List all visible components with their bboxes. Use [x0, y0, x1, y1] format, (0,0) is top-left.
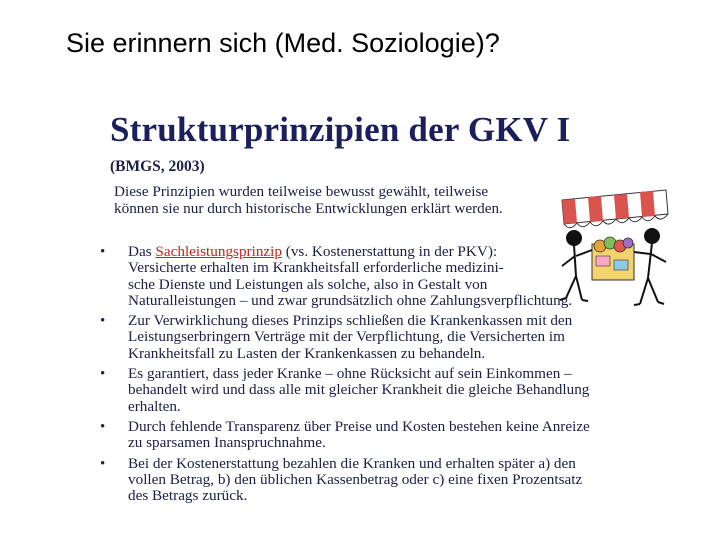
bullet-dot-icon: •	[100, 455, 106, 472]
bullet-line: Leistungserbringern Verträge mit der Verpflichtung, die Versicherten im	[128, 328, 565, 346]
bullet-line: Es garantiert, dass jeder Kranke – ohne Rücksicht auf sein Einkommen –	[128, 365, 572, 383]
bullet-line: Zur Verwirklichung dieses Prinzips schließen die Krankenkassen mit den	[128, 312, 573, 330]
intro-line: können sie nur durch historische Entwicklungen erklärt werden.	[114, 200, 503, 217]
document-heading: Strukturprinzipien der GKV I	[110, 110, 571, 149]
vendor-figure-icon	[634, 229, 666, 305]
bullet-item	[100, 454, 684, 505]
bullet-line: erhalten.	[128, 397, 181, 415]
awning-icon	[562, 190, 668, 228]
highlighted-term: Sachleistungsprinzip	[155, 243, 282, 260]
bullet-line: zu sparsamen Inanspruchnahme.	[128, 434, 326, 452]
bullet-text: Das	[128, 243, 156, 260]
bullet-line: Bei der Kostenerstattung bezahlen die Kranken und erhalten später a) den	[128, 454, 576, 472]
bullet-text: (vs. Kostenerstattung in der PKV):	[281, 243, 498, 260]
bullet-item	[100, 312, 684, 362]
bullet-line: Durch fehlende Transparenz über Preise und Kosten bestehen keine Anreize	[128, 417, 590, 435]
intro-paragraph	[114, 183, 584, 217]
bullet-line: vollen Betrag, b) den üblichen Kassenbetrag oder c) eine fixen Prozentsatz	[128, 470, 583, 488]
bullet-item	[100, 417, 684, 452]
bullet-line: Versicherte erhalten im Krankheitsfall erforderliche medizini-	[128, 259, 504, 277]
bullet-line: des Betrags zurück.	[128, 487, 248, 505]
bullet-dot-icon: •	[100, 366, 106, 383]
bullet-dot-icon: •	[100, 313, 106, 330]
bullet-dot-icon: •	[100, 244, 106, 260]
document-source: (BMGS, 2003)	[110, 158, 205, 175]
slide-title: Sie erinnern sich (Med. Soziologie)?	[66, 28, 500, 58]
intro-line: Diese Prinzipien wurden teilweise bewusst gewählt, teilweise	[114, 183, 489, 200]
bullet-dot-icon: •	[100, 418, 106, 435]
scanned-document	[100, 108, 670, 513]
market-stall-clipart-icon	[556, 186, 672, 316]
bullet-line: Naturalleistungen – und zwar grundsätzlich ohne Zahlungsverpflichtung.	[128, 291, 573, 309]
bullet-line: Krankheitsfall zu Lasten der Krankenkassen zu behandeln.	[128, 344, 486, 362]
customer-figure-icon	[560, 231, 592, 301]
bullet-line: sche Dienste und Leistungen als solche, also in Gestalt von	[128, 275, 488, 293]
bullet-item	[100, 365, 684, 415]
produce-crate-icon	[592, 237, 634, 280]
bullet-line: behandelt wird und dass alle mit gleicher Krankheit die gleiche Behandlung	[128, 381, 590, 399]
